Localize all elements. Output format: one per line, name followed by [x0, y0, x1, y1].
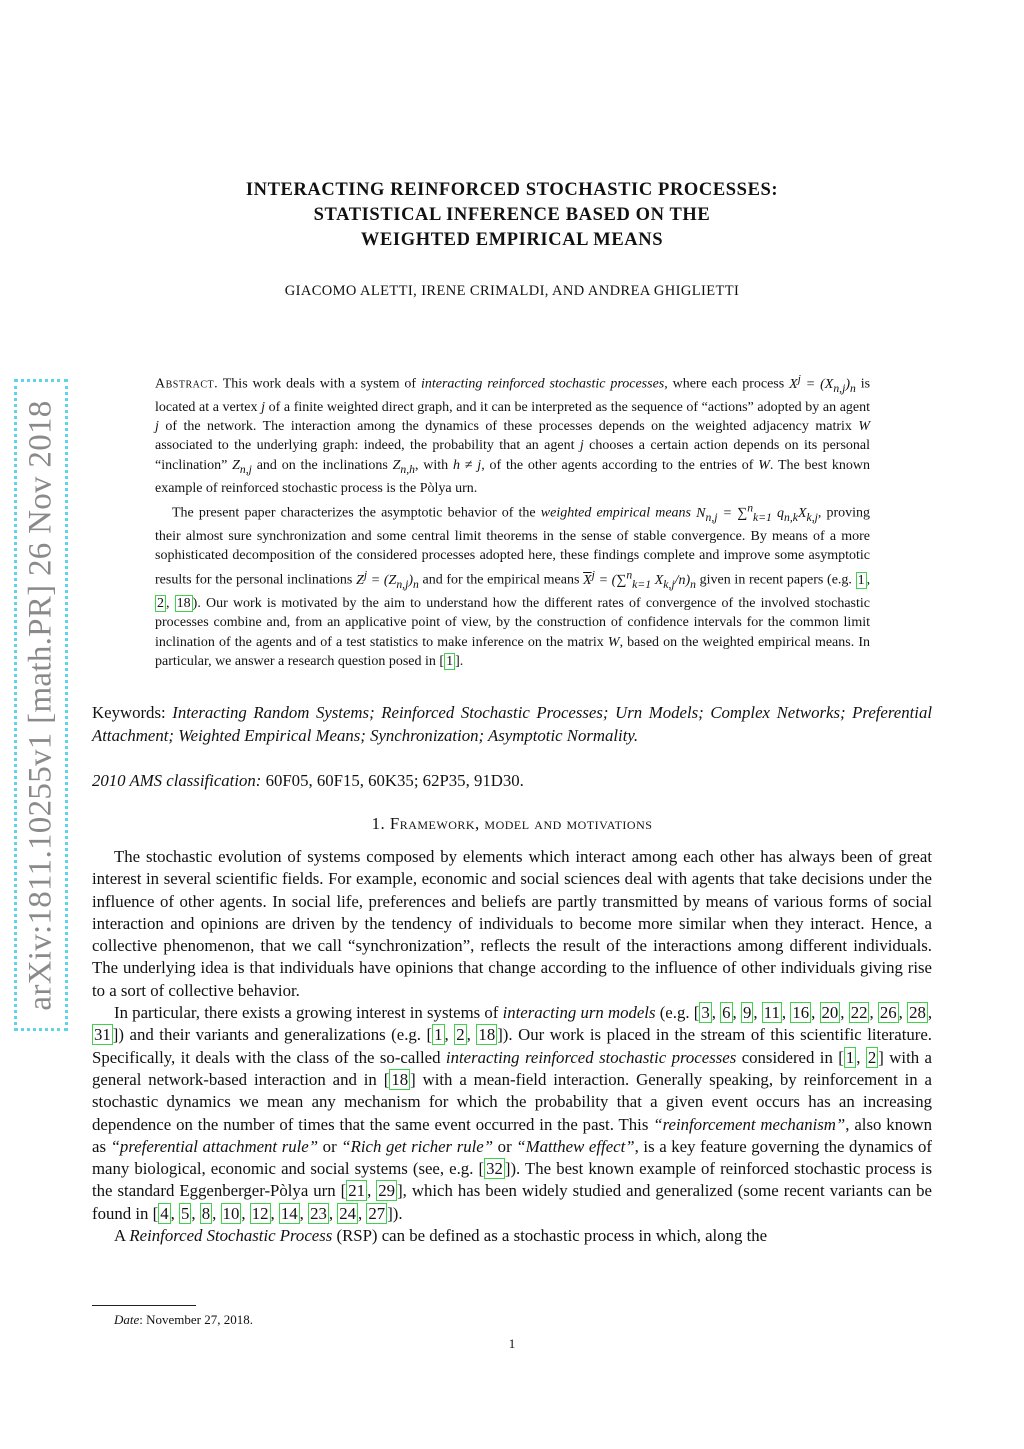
body-paragraph-2: In particular, there exists a growing interest in systems of interacting urn models (e.g. [ 3 , 6 , 9 , 11 , 16 , 20 , 22 , 26 , 28 , 31 ]) and their variants and generalizations (e.g. [ 1 , 2 , 18 ]). Our work is placed in the stream of this scientific literature. Specifically, it deals with the class of the so-called interacting reinforced stochastic processes considered in [ 1 , 2 ] with a general network-based interaction and in [ 18 ] with a mean-field interaction. Generally speaking, by reinforcement in a stochastic dynamics we mean any mechanism for which the probability that a given event occurs has an increasing dependence on the number of times that the same event occurred in the past. This “reinforcement mechanism”, also known as “preferential attachment rule” or “Rich get richer rule” or “Matthew effect”, is a key feature governing the dynamics of many biological, economic and social systems (see, e.g. [ 32 ]). The best known example of reinforced stochastic process is the standard Eggenberger-Pòlya urn [ 21 , 29 ], which has been widely studied and generalized (some recent variants can be found in [ 4 , 5 , 8 , 10 , 12 , 14 , 23 , 24 , 27 ]).	[92, 1003, 933, 1223]
footnote-rule	[92, 1305, 196, 1306]
abstract-paragraph-1: Abstract. This work deals with a system of interacting reinforced stochastic processes, where each process $X^j = (X_{n,j})_n$ is located at a vertex j of a finite weighted direct graph, and it can be interpreted as the sequence of “actions” adopted by an agent j of the network. The interaction among the dynamics of these processes depends on the weighted adjacency matrix W associated to the underlying graph: indeed, the probability that an agent j chooses a certain action depends on its personal “inclination” $Z_{n,j}$ and on the inclinations $Z_{n,h}$, with h ≠ j, of the other agents according to the entries of W. The best known example of reinforced stochastic process is the Pòlya urn.	[155, 372, 871, 496]
citation-link[interactable]: 5	[180, 1203, 190, 1223]
citation-link[interactable]: 4	[160, 1203, 169, 1223]
citation-link[interactable]: 28	[909, 1003, 926, 1023]
keywords-label: Keywords:	[92, 703, 166, 722]
citation-link[interactable]: 1	[446, 654, 454, 670]
keywords	[92, 702, 932, 747]
citation-link[interactable]: 24	[339, 1203, 357, 1223]
paper-title: INTERACTING REINFORCED STOCHASTIC PROCESSES: STATISTICAL INFERENCE BASED ON THE WEIGHTED EMPIRICAL MEANS	[245, 180, 779, 250]
arxiv-id: arXiv:1811.10255v1 [math.PR] 26 Nov 2018	[22, 399, 59, 1011]
authors: GIACOMO ALETTI, IRENE CRIMALDI, AND ANDREA GHIGLIETTI	[284, 283, 740, 299]
citation-link[interactable]: 18	[478, 1025, 496, 1045]
citation-link[interactable]: 8	[201, 1203, 211, 1223]
citation-link[interactable]: 2	[157, 596, 164, 612]
citation-link[interactable]: 2	[456, 1025, 465, 1045]
ams-codes: 60F05, 60F15, 60K35; 62P35, 91D30.	[265, 771, 524, 790]
citation-link[interactable]: 3	[701, 1003, 710, 1023]
citation-link[interactable]: 2	[867, 1047, 877, 1067]
section-heading: 1. Framework, model and motivations	[371, 814, 653, 833]
citation-link[interactable]: 1	[434, 1025, 443, 1045]
citation-link[interactable]: 6	[722, 1003, 731, 1023]
citation-link[interactable]: 27	[368, 1203, 386, 1223]
citation-link[interactable]: 10	[222, 1203, 240, 1223]
citation-link[interactable]: 32	[486, 1159, 503, 1179]
citation-link[interactable]: 12	[251, 1203, 269, 1223]
body-text	[92, 846, 932, 1247]
citation-link[interactable]: 26	[879, 1003, 897, 1023]
arxiv-stamp[interactable]	[14, 379, 68, 1031]
citation-link[interactable]: 31	[94, 1025, 111, 1045]
citation-link[interactable]: 23	[310, 1203, 327, 1223]
citation-link[interactable]: 16	[792, 1003, 810, 1023]
citation-link[interactable]: 22	[850, 1003, 868, 1023]
citation-link[interactable]: 20	[821, 1003, 839, 1023]
citation-link[interactable]: 1	[845, 1047, 855, 1067]
abstract	[155, 369, 870, 671]
footnote-date: Date: November 27, 2018.	[114, 1312, 254, 1327]
citation-link[interactable]: 18	[176, 596, 191, 612]
citation-link[interactable]: 18	[391, 1069, 409, 1089]
citation-link[interactable]: 14	[280, 1203, 298, 1223]
body-paragraph-1: The stochastic evolution of systems composed by elements which interact among each other has always been of great interest in several scientific fields. For example, economic and social sciences deal with agents that take decisions under the influence of other agents. In social life, preferences and beliefs are partly transmitted by means of various forms of social interaction and opinions are driven by the tendency of individuals to become more similar when they interact. Hence, a collective phenomenon, that we call “synchronization”, reflects the result of the interactions among different individuals. The underlying idea is that individuals have opinions that change according to the influence of other individuals giving rise to a sort of collective behavior.	[92, 847, 932, 1000]
citation-link[interactable]: 9	[742, 1003, 752, 1023]
citation-link[interactable]: 21	[348, 1181, 366, 1201]
body-paragraph-3: A Reinforced Stochastic Process (RSP) can be defined as a stochastic process in which, along the	[114, 1226, 768, 1246]
ams-label: 2010 AMS classification:	[92, 771, 262, 790]
ams-classification	[92, 771, 932, 791]
citation-link[interactable]: 11	[763, 1003, 780, 1023]
page-number: 1	[508, 1336, 516, 1351]
citation-link[interactable]: 1	[857, 573, 865, 589]
citation-link[interactable]: 29	[378, 1181, 396, 1201]
keywords-list: Interacting Random Systems; Reinforced Stochastic Processes; Urn Models; Complex Networks; Preferential Attachment; Weighted Empirical Means; Synchronization; Asymptotic Normality.	[92, 703, 932, 745]
abstract-paragraph-2: The present paper characterizes the asymptotic behavior of the weighted empirical means $N_{n,j} = \sum^n_{k=1}$ $q_{n,k}X_{k,j}$, proving their almost sure synchronization and some central limit theorems in the sense of stable convergence. By means of a more sophisticated decomposition of the considered processes adopted here, these findings complete and improve some asymptotic results for the personal inclinations $Z^j = (Z_{n,j})_n$ and for the empirical means $\overline{X}^j = (\sum^n_{k=1}$ $X_{k,j}/n)_n$ given in recent papers (e.g. 1 , 2 , 18 ). Our work is motivated by the aim to understand how the different rates of convergence of the involved stochastic processes combine and, from an applicative point of view, by the construction of confidence intervals for the common limit inclination of the agents and of a test statistics to make inference on the matrix W, based on the weighted empirical means. In particular, we answer a research question posed in [ 1 ].	[155, 501, 871, 670]
abstract-label: Abstract.	[155, 376, 219, 392]
